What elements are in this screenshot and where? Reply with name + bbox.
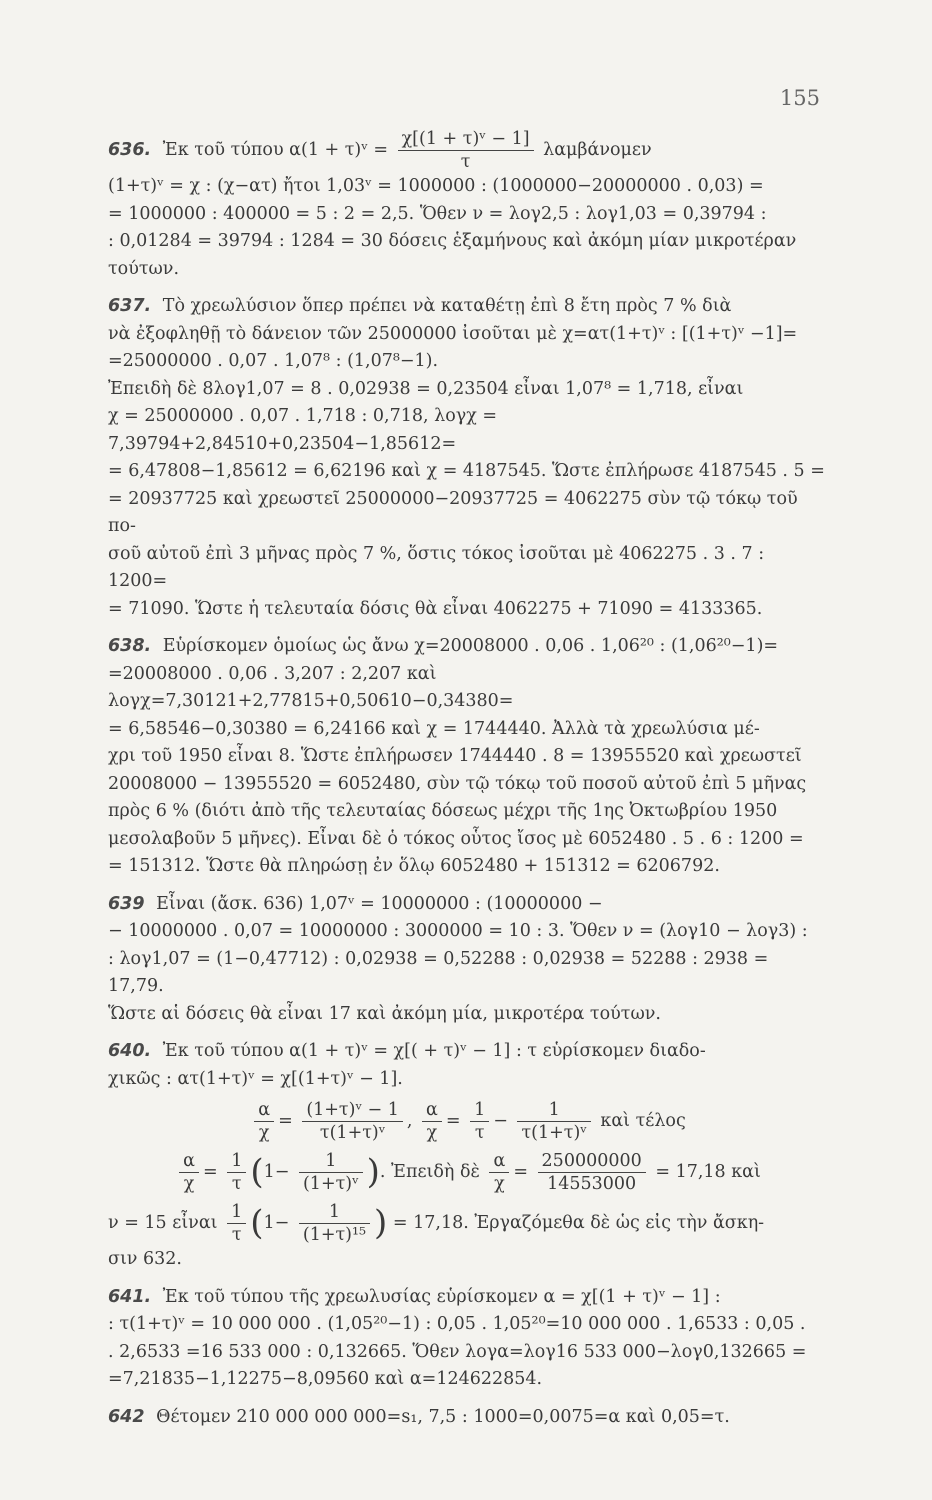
text-line: χ = 25000000 . 0,07 . 1,718 : 0,718, λογχ = 7,39794+2,84510+0,23504−1,85612= (108, 406, 498, 454)
text-line: = 6,58546−0,30380 = 6,24166 καὶ χ = 1744440. Ἀλλὰ τὰ χρεωλύσια μέ- (108, 718, 760, 739)
exercise-number: 641. (108, 1286, 152, 1307)
text-line: = 151312. Ὥστε θὰ πληρώσῃ ἐν ὅλῳ 6052480 + 151312 = 6206792. (108, 856, 720, 876)
numerator: χ[(1 + τ)ᵛ − 1] (398, 128, 534, 151)
numerator: α (179, 1150, 199, 1173)
text-line: =25000000 . 0,07 . 1,07⁸ : (1,07⁸−1). (108, 351, 439, 371)
denominator: τ (231, 1225, 242, 1245)
numerator: 1 (470, 1099, 489, 1122)
fraction (227, 1201, 246, 1246)
numerator: 1 (227, 1150, 246, 1173)
text-line: χικῶς : ατ(1+τ)ᵛ = χ[(1+τ)ᵛ − 1]. (108, 1068, 403, 1089)
numerator: (1+τ)ᵛ − 1 (302, 1099, 403, 1122)
text-line: = 1000000 : 400000 = 5 : 2 = 2,5. Ὅθεν ν = λογ2,5 : λογ1,03 = 0,39794 : (108, 203, 767, 224)
denominator: (1+τ)ᵛ (302, 1174, 359, 1194)
text-line: = 6,47808−1,85612 = 6,62196 καὶ χ = 4187545. Ὥστε ἐπλήρωσε 4187545 . 5 = (108, 461, 825, 481)
text-line: νὰ ἐξοφληθῇ τὸ δάνειον τῶν 25000000 ἰσοῦται μὲ χ=ατ(1+τ)ᵛ : [(1+τ)ᵛ −1]= (108, 323, 798, 344)
exercise-number: 639 (108, 893, 145, 914)
text-fragment: Ἐκ τοῦ τύπου α(1 + τ)ᵛ = (162, 140, 388, 160)
exercise-number: 638. (108, 636, 152, 656)
text-fragment: Τὸ χρεωλύσιον ὅπερ πρέπει νὰ καταθέτῃ ἐπὶ 8 ἔτη πρὸς 7 % διὰ (162, 296, 732, 316)
text-line: ν = 15 εἶναι $\frac{1}{\tau}$ (1− $\frac{1}{\text{(1+τ)¹⁵}}$ ) = 17,18. Ἐργαζόμεθα δὲ ὡς εἰς τὴν ἄσκη- (108, 1202, 765, 1245)
text-fragment: . Ἐπειδὴ δὲ (379, 1162, 480, 1182)
denominator: τ (460, 152, 471, 172)
exercise-640 (108, 1038, 828, 1274)
denominator: χ (183, 1174, 195, 1194)
fraction (299, 1150, 363, 1195)
text-line (108, 128, 828, 173)
text-line: : 0,01284 = 39794 : 1284 = 30 δόσεις ἑξαμήνους καὶ ἀκόμη μίαν μικροτέραν (108, 231, 797, 251)
exercise-642 (108, 1404, 828, 1432)
text-fragment: λαμβάνομεν (543, 140, 652, 160)
text-line (108, 1404, 828, 1432)
fraction (254, 1099, 274, 1144)
text-line: πρὸς 6 % (διότι ἀπὸ τῆς τελευταίας δόσεως μέχρι τῆς 1ης Ὀκτωβρίου 1950 (108, 801, 778, 821)
fraction (517, 1099, 590, 1144)
text-line: : λογ1,07 = (1−0,47712) : 0,02938 = 0,52288 : 0,02938 = 52288 : 2938 = 17,79. (108, 948, 769, 996)
text-line: τούτων. (108, 258, 180, 279)
equation: $\frac{\alpha}{\chi}$ = $\frac{\text{(1+τ)ᵛ − 1}}{\text{τ(1+τ)ᵛ}}$ , $\frac{\alpha}{\chi}$ = $\frac{1}{\tau}$ − $\frac{1}{\text{τ(1+τ)ᵛ}}$ καὶ τέλος (108, 1099, 828, 1144)
text-line: Ἐπειδὴ δὲ 8λογ1,07 = 8 . 0,02938 = 0,23504 εἶναι 1,07⁸ = 1,718, εἶναι (108, 378, 744, 399)
fraction (422, 1099, 442, 1144)
numerator: 1 (299, 1150, 363, 1173)
text-fragment: Θέτομεν 210 000 000 000=s₁, 7,5 : 1000=0,0075=α καὶ 0,05=τ. (156, 1406, 730, 1427)
text-line: σιν 632. (108, 1249, 182, 1269)
text-fragment: = 17,18. Ἐργαζόμεθα δὲ ὡς εἰς τὴν ἄσκη- (392, 1213, 765, 1233)
exercise-637 (108, 293, 828, 623)
numerator: α (422, 1099, 442, 1122)
text-line (108, 293, 828, 321)
page-number: 155 (779, 86, 820, 110)
text-line: 20008000 − 13955520 = 6052480, σὺν τῷ τόκῳ τοῦ ποσοῦ αὐτοῦ ἐπὶ 5 μῆνας (108, 773, 807, 794)
text-line: = 20937725 καὶ χρεωστεῖ 25000000−20937725 = 4062275 σὺν τῷ τόκῳ τοῦ πο- (108, 488, 798, 536)
exercise-number: 642 (108, 1406, 145, 1427)
text-line: = 71090. Ὥστε ἡ τελευταία δόσις θὰ εἶναι 4062275 + 71090 = 4133365. (108, 598, 763, 619)
exercise-number: 636. (108, 140, 152, 160)
text-fragment: Ἐκ τοῦ τύπου α(1 + τ)ᵛ = χ[( + τ)ᵛ − 1] : τ εὑρίσκομεν διαδο- (162, 1041, 706, 1061)
text-line: − 10000000 . 0,07 = 10000000 : 3000000 = 10 : 3. Ὅθεν ν = (λογ10 − λογ3) : (108, 921, 808, 941)
exercise-636 (108, 128, 828, 283)
denominator: τ(1+τ)ᵛ (319, 1123, 386, 1143)
exercise-number: 637. (108, 296, 152, 316)
text-fragment: Εὑρίσκομεν ὁμοίως ὡς ἄνω χ=20008000 . 0,06 . 1,06²⁰ : (1,06²⁰−1)= (162, 636, 779, 656)
text-line: σοῦ αὐτοῦ ἐπὶ 3 μῆνας πρὸς 7 %, ὅστις τόκος ἰσοῦται μὲ 4062275 . 3 . 7 : 1200= (108, 543, 765, 591)
exercise-number: 640. (108, 1041, 152, 1061)
text-fragment: = 17,18 καὶ (655, 1162, 761, 1182)
fraction (227, 1150, 246, 1195)
text-line (108, 1284, 828, 1312)
numerator: 250000000 (538, 1150, 646, 1173)
text-fragment: ν = 15 εἶναι (108, 1213, 218, 1233)
text-line: : τ(1+τ)ᵛ = 10 000 000 . (1,05²⁰−1) : 0,05 . 1,05²⁰=10 000 000 . 1,6533 : 0,05 . (108, 1314, 806, 1334)
text-line (108, 891, 828, 919)
fraction (470, 1099, 489, 1144)
denominator: (1+τ)¹⁵ (302, 1225, 367, 1245)
denominator: χ (494, 1174, 505, 1194)
page-content (108, 128, 828, 1441)
denominator: τ (474, 1123, 485, 1143)
text-line: . 2,6533 =16 533 000 : 0,132665. Ὅθεν λογα=λογ16 533 000−λογ0,132665 = (108, 1341, 807, 1362)
fraction (299, 1201, 370, 1246)
fraction (179, 1150, 199, 1195)
denominator: 14553000 (547, 1174, 637, 1194)
text-line (108, 633, 828, 661)
text-fragment: Ἐκ τοῦ τύπου τῆς χρεωλυσίας εὑρίσκομεν α = χ[(1 + τ)ᵛ − 1] : (162, 1286, 721, 1307)
text-line: χρι τοῦ 1950 εἶναι 8. Ὥστε ἐπλήρωσεν 1744440 . 8 = 13955520 καὶ χρεωστεῖ (108, 746, 802, 766)
numerator: α (254, 1099, 274, 1122)
fraction (398, 128, 534, 173)
numerator: 1 (299, 1201, 370, 1224)
fraction (538, 1150, 646, 1195)
text-line: =7,21835−1,12275−8,09560 καὶ α=124622854. (108, 1369, 543, 1389)
text-line: (1+τ)ᵛ = χ : (χ−ατ) ἤτοι 1,03ᵛ = 1000000 : (1000000−20000000 . 0,03) = (108, 176, 764, 196)
text-fragment: καὶ τέλος (600, 1111, 686, 1131)
fraction (302, 1099, 403, 1144)
equation: $\frac{\alpha}{\chi}$ = $\frac{1}{\tau}$ (1− $\frac{1}{\text{(1+τ)ᵛ}}$ ). Ἐπειδὴ δὲ $\frac{\alpha}{\chi}$ = $\frac{250000000}{14553000}$ = 17,18 καὶ (108, 1150, 828, 1195)
text-line: μεσολαβοῦν 5 μῆνες). Εἶναι δὲ ὁ τόκος οὗτος ἴσος μὲ 6052480 . 5 . 6 : 1200 = (108, 828, 804, 849)
exercise-641 (108, 1284, 828, 1394)
denominator: χ (426, 1123, 438, 1143)
exercise-638 (108, 633, 828, 881)
text-fragment: Εἶναι (ἄσκ. 636) 1,07ᵛ = 10000000 : (10000000 − (156, 893, 603, 914)
denominator: χ (258, 1123, 270, 1143)
numerator: α (489, 1150, 509, 1173)
numerator: 1 (227, 1201, 246, 1224)
numerator: 1 (517, 1099, 590, 1122)
text-line: Ὥστε αἱ δόσεις θὰ εἶναι 17 καὶ ἀκόμη μία, μικροτέρα τούτων. (108, 1003, 661, 1024)
denominator: τ(1+τ)ᵛ (521, 1123, 587, 1143)
fraction (489, 1150, 509, 1195)
text-line: =20008000 . 0,06 . 3,207 : 2,207 καὶ λογχ=7,30121+2,77815+0,50610−0,34380= (108, 663, 514, 711)
text-line (108, 1038, 828, 1066)
denominator: τ (231, 1174, 242, 1194)
exercise-639 (108, 891, 828, 1029)
